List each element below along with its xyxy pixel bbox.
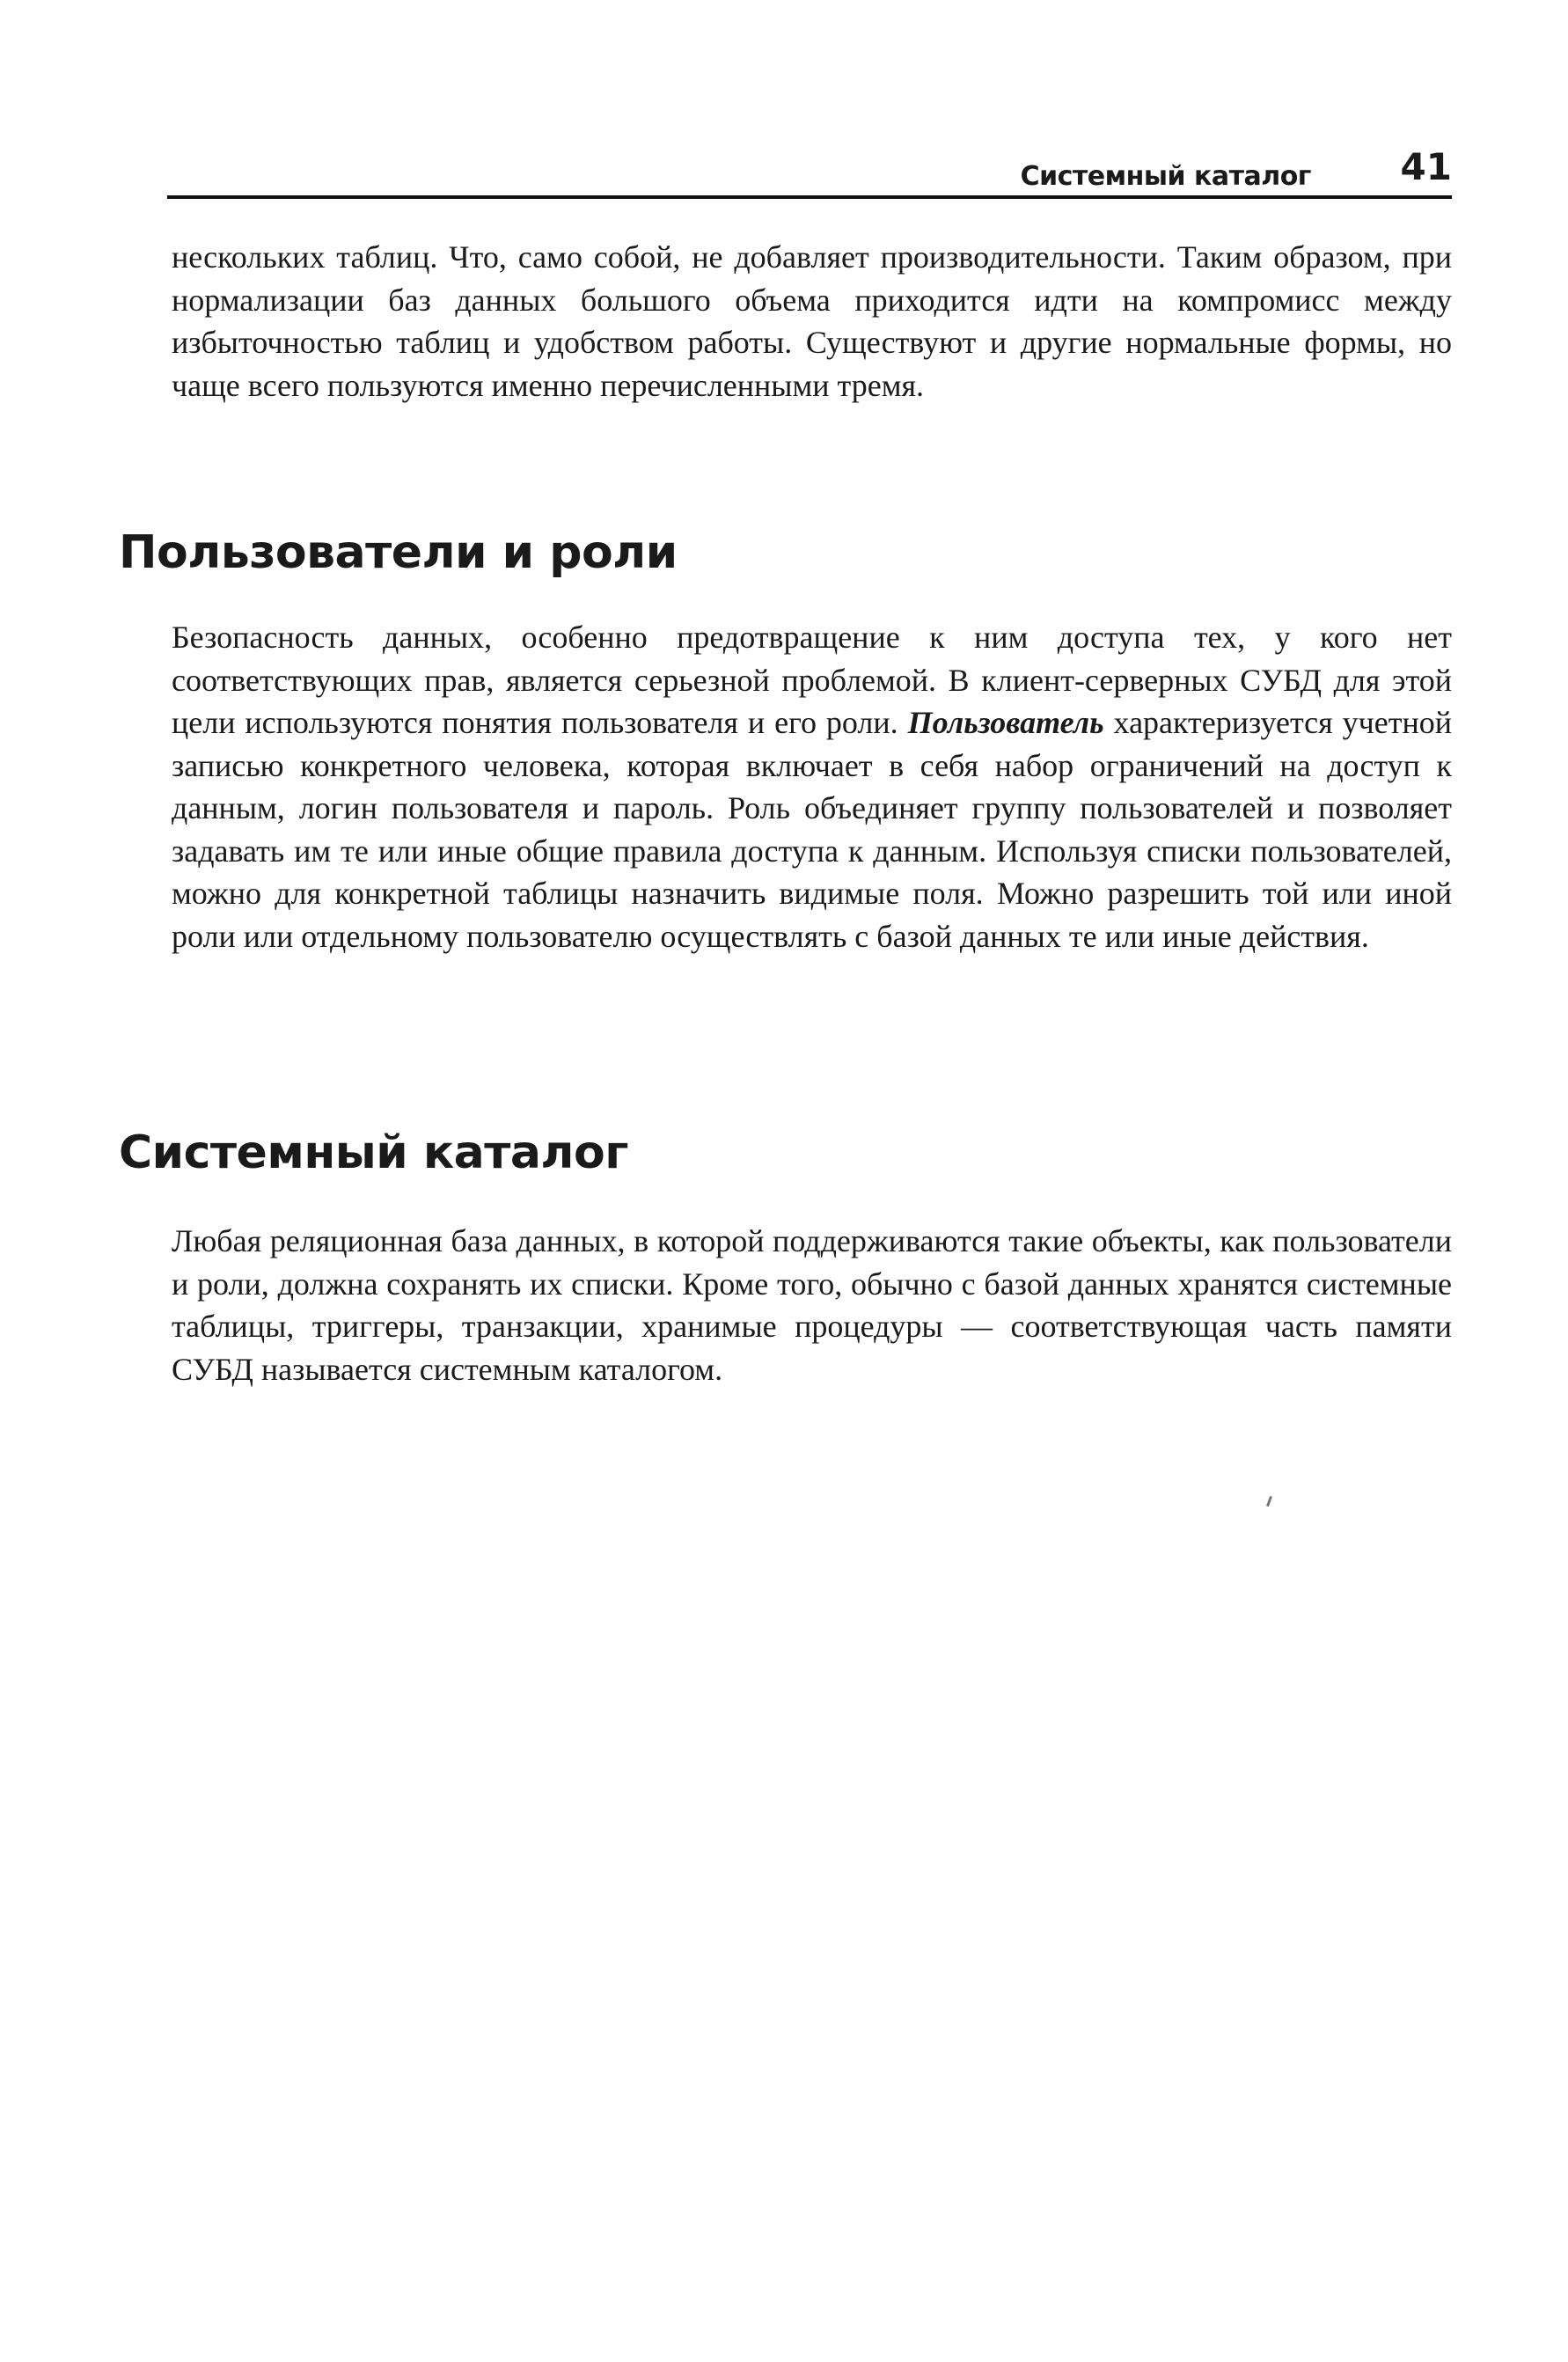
section-heading-users-and-roles: Пользователи и роли	[119, 526, 678, 579]
running-header	[167, 141, 1452, 199]
users-text-before-term: Безопасность данных, особенно предотвращение к ним доступа тех, у кого нет соответствующих прав, является серьезной проблемой. В клиент-серверных СУБД для этой цели используются понятия пользователя и его роли.	[172, 620, 1452, 740]
user-term: Пользователь	[907, 705, 1104, 740]
intro-paragraph: нескольких таблиц. Что, само собой, не добавляет производительности. Таким образом, при нормализации баз данных большого объема приходится идти на компромисс между избыточностью таблиц и удобством работы. Существуют и другие нормальные формы, но чаще всего пользуются именно перечисленными тремя.	[172, 239, 1452, 403]
users-text-after-term: характеризуется учетной записью конкретного человека, которая включает в себя набор ограничений на доступ к данным, логин пользователя и пароль. Роль объединяет группу пользователей и позволяет задавать им те или иные общие правила доступа к данным. Используя списки пользователей, можно для конкретной таблицы назначить видимые поля. Можно разрешить той или иной роли или отдельному пользователю осуществлять с базой данных те или иные действия.	[172, 705, 1453, 954]
users-paragraph	[172, 616, 1452, 957]
catalog-paragraph: Любая реляционная база данных, в которой поддерживаются такие объекты, как пользователи и роли, должна сохранять их списки. Кроме того, обычно с базой данных хранятся системные таблицы, триггеры, транзакции, хранимые процедуры — соответствующая часть памяти СУБД называется системным каталогом.	[172, 1223, 1452, 1387]
running-title: Системный каталог	[1020, 161, 1311, 192]
page-number: 41	[1400, 145, 1452, 188]
section-heading-system-catalog: Системный каталог	[119, 1126, 628, 1179]
scan-speck	[1266, 1496, 1272, 1507]
